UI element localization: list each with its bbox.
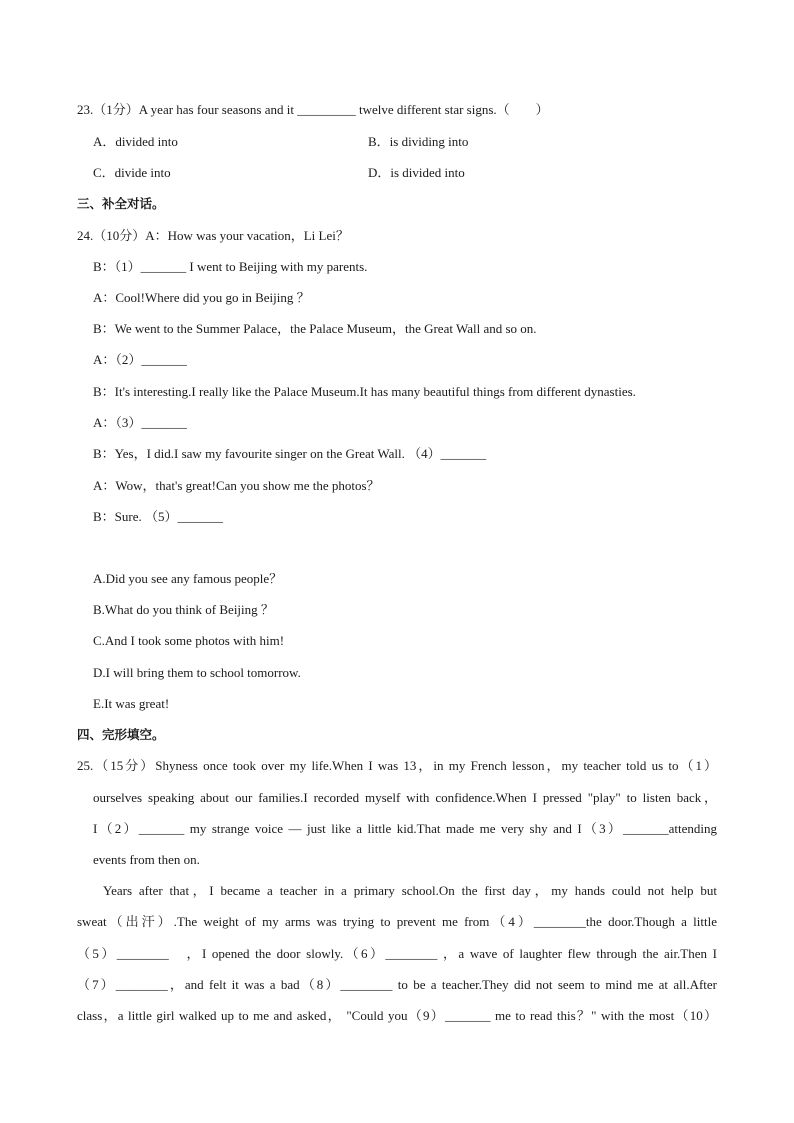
question-23-stem: 23.（1分）A year has four seasons and it _________ twelve different star signs.（ ） — [77, 102, 549, 117]
dialogue-line: A：（3）_______ — [93, 415, 187, 430]
dialogue-line: A：Wow，that's great!Can you show me the photos？ — [93, 478, 380, 493]
passage-line: 25.（15分）Shyness once took over my life.When I was 13，in my French lesson，my teacher told us to（1） — [77, 758, 717, 773]
choice-b: B.What do you think of Beijing ？ — [93, 602, 274, 617]
section-3-title: 三、补全对话。 — [77, 196, 165, 211]
section-4-title: 四、完形填空。 — [77, 727, 165, 742]
choice-e: E.It was great! — [93, 696, 170, 711]
passage-line: Years after that，I became a teacher in a primary school.On the first day，my hands could not help but — [103, 883, 717, 898]
passage-line: class，a little girl walked up to me and asked， "Could you（9）_______ me to read this？" with the most（10） — [77, 1008, 717, 1023]
dialogue-line: B：It's interesting.I really like the Palace Museum.It has many beautiful things from different dynasties. — [93, 384, 636, 399]
q23-option-d: D．is divided into — [368, 165, 465, 180]
passage-line: （7）________，and felt it was a bad（8）________ to be a teacher.They did not seem to mind me at all.After — [77, 977, 717, 992]
q23-option-c: C．divide into — [93, 165, 171, 180]
dialogue-line: A：Cool!Where did you go in Beijing ？ — [93, 290, 310, 305]
q23-option-a: A．divided into — [93, 134, 178, 149]
choice-d: D.I will bring them to school tomorrow. — [93, 665, 301, 680]
q23-option-b: B．is dividing into — [368, 134, 469, 149]
dialogue-line: B：We went to the Summer Palace，the Palace Museum，the Great Wall and so on. — [93, 321, 537, 336]
question-24-stem: 24.（10分）A：How was your vacation，Li Lei？ — [77, 228, 349, 243]
dialogue-line: B：（1）_______ I went to Beijing with my parents. — [93, 259, 368, 274]
passage-line: （5）________ ，I opened the door slowly.（6）________ ，a wave of laughter flew through the air.Then I — [77, 946, 717, 961]
choice-a: A.Did you see any famous people？ — [93, 571, 283, 586]
choice-c: C.And I took some photos with him! — [93, 633, 285, 648]
dialogue-line: B：Sure. （5）_______ — [93, 509, 224, 524]
dialogue-line: B：Yes，I did.I saw my favourite singer on the Great Wall. （4）_______ — [93, 446, 487, 461]
passage-line: I（2）_______ my strange voice — just like a little kid.That made me very shy and I（3）_______attending — [93, 821, 717, 836]
dialogue-line: A：（2）_______ — [93, 352, 187, 367]
passage-line: ourselves speaking about our families.I recorded myself with confidence.When I pressed "play" to listen back， — [93, 790, 717, 805]
passage-line: events from then on. — [93, 852, 200, 867]
passage-line: sweat（出汗）.The weight of my arms was trying to prevent me from（4）________the door.Though a little — [77, 914, 717, 929]
